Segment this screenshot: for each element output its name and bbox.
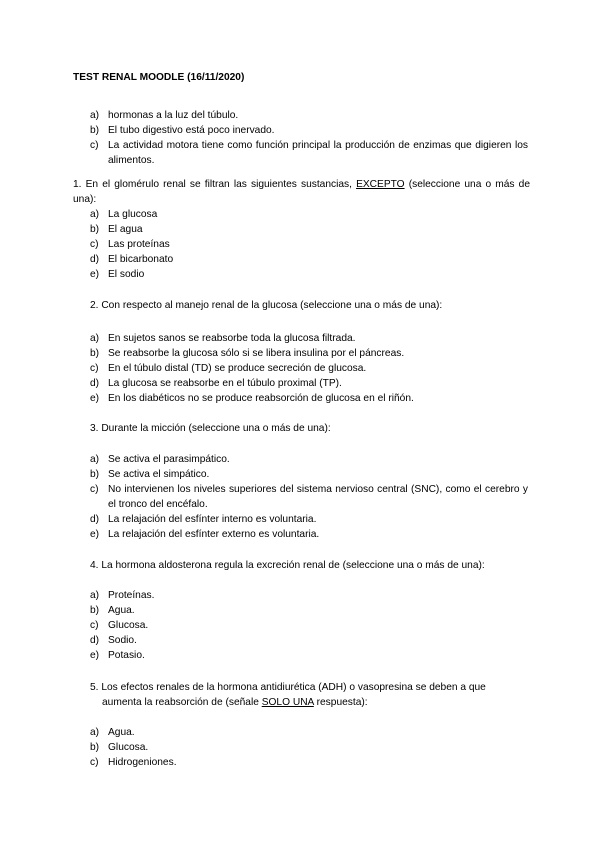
q5-line-2: aumenta la reabsorción de (señale SOLO UNA respuesta): <box>102 697 368 708</box>
q1-option-c: c) Las proteínas <box>90 239 170 250</box>
q4-option-e: e) Potasio. <box>90 650 145 661</box>
document-title: TEST RENAL MOODLE (16/11/2020) <box>73 72 245 83</box>
q3-option-b: b) Se activa el simpático. <box>90 469 210 480</box>
q2-option-b: b) Se reabsorbe la glucosa sólo si se libera insulina por el páncreas. <box>90 348 405 359</box>
question-1-options <box>90 207 528 282</box>
q3-option-c: c) No intervienen los niveles superiores del sistema nervioso central (SNC), como el cerebro y el tronco del encéfalo. <box>90 484 528 510</box>
intro-option-b: b) El tubo digestivo está poco inervado. <box>90 125 275 136</box>
q5-line-1: 5. Los efectos renales de la hormona antidiurética (ADH) o vasopresina se deben a que <box>90 682 486 693</box>
q2-option-a: a) En sujetos sanos se reabsorbe toda la glucosa filtrada. <box>90 333 356 344</box>
intro-option-a: a) hormonas a la luz del túbulo. <box>90 110 239 121</box>
q5-option-b: b) Glucosa. <box>90 742 149 753</box>
intro-option-c: c) La actividad motora tiene como función principal la producción de enzimas que digieren los alimentos. <box>90 140 528 166</box>
q1-option-d: d) El bicarbonato <box>90 254 174 265</box>
q3-option-a: a) Se activa el parasimpático. <box>90 454 230 465</box>
q2-option-c: c) En el túbulo distal (TD) se produce secreción de glucosa. <box>90 363 367 374</box>
question-2-options <box>90 331 528 406</box>
question-5 <box>90 680 530 710</box>
q4-option-d: d) Sodio. <box>90 635 137 646</box>
intro-options <box>90 108 528 168</box>
q4-option-b: b) Agua. <box>90 605 135 616</box>
question-1: 1. En el glomérulo renal se filtran las siguientes sustancias, EXCEPTO (seleccione una o más de una): <box>73 179 530 205</box>
q5-option-c: c) Hidrogeniones. <box>90 757 177 768</box>
question-3: 3. Durante la micción (seleccione una o más de una): <box>90 423 331 434</box>
q1-option-b: b) El agua <box>90 224 143 235</box>
q2-option-d: d) La glucosa se reabsorbe en el túbulo proximal (TP). <box>90 378 342 389</box>
q1-underlined: EXCEPTO <box>356 179 405 190</box>
q1-option-a: a) La glucosa <box>90 209 158 220</box>
question-5-options <box>90 725 528 770</box>
question-4-options <box>90 588 528 663</box>
q1-option-e: e) El sodio <box>90 269 145 280</box>
q2-option-e: e) En los diabéticos no se produce reabsorción de glucosa en el riñón. <box>90 393 414 404</box>
q5-option-a: a) Agua. <box>90 727 135 738</box>
q5-underlined: SOLO UNA <box>261 697 314 708</box>
question-4: 4. La hormona aldosterona regula la excreción renal de (seleccione una o más de una): <box>90 560 485 571</box>
q3-option-d: d) La relajación del esfínter interno es voluntaria. <box>90 514 317 525</box>
q4-option-c: c) Glucosa. <box>90 620 149 631</box>
q4-option-a: a) Proteínas. <box>90 590 155 601</box>
question-2: 2. Con respecto al manejo renal de la glucosa (seleccione una o más de una): <box>90 300 443 311</box>
question-3-options <box>90 452 528 542</box>
q3-option-e: e) La relajación del esfínter externo es voluntaria. <box>90 529 320 540</box>
